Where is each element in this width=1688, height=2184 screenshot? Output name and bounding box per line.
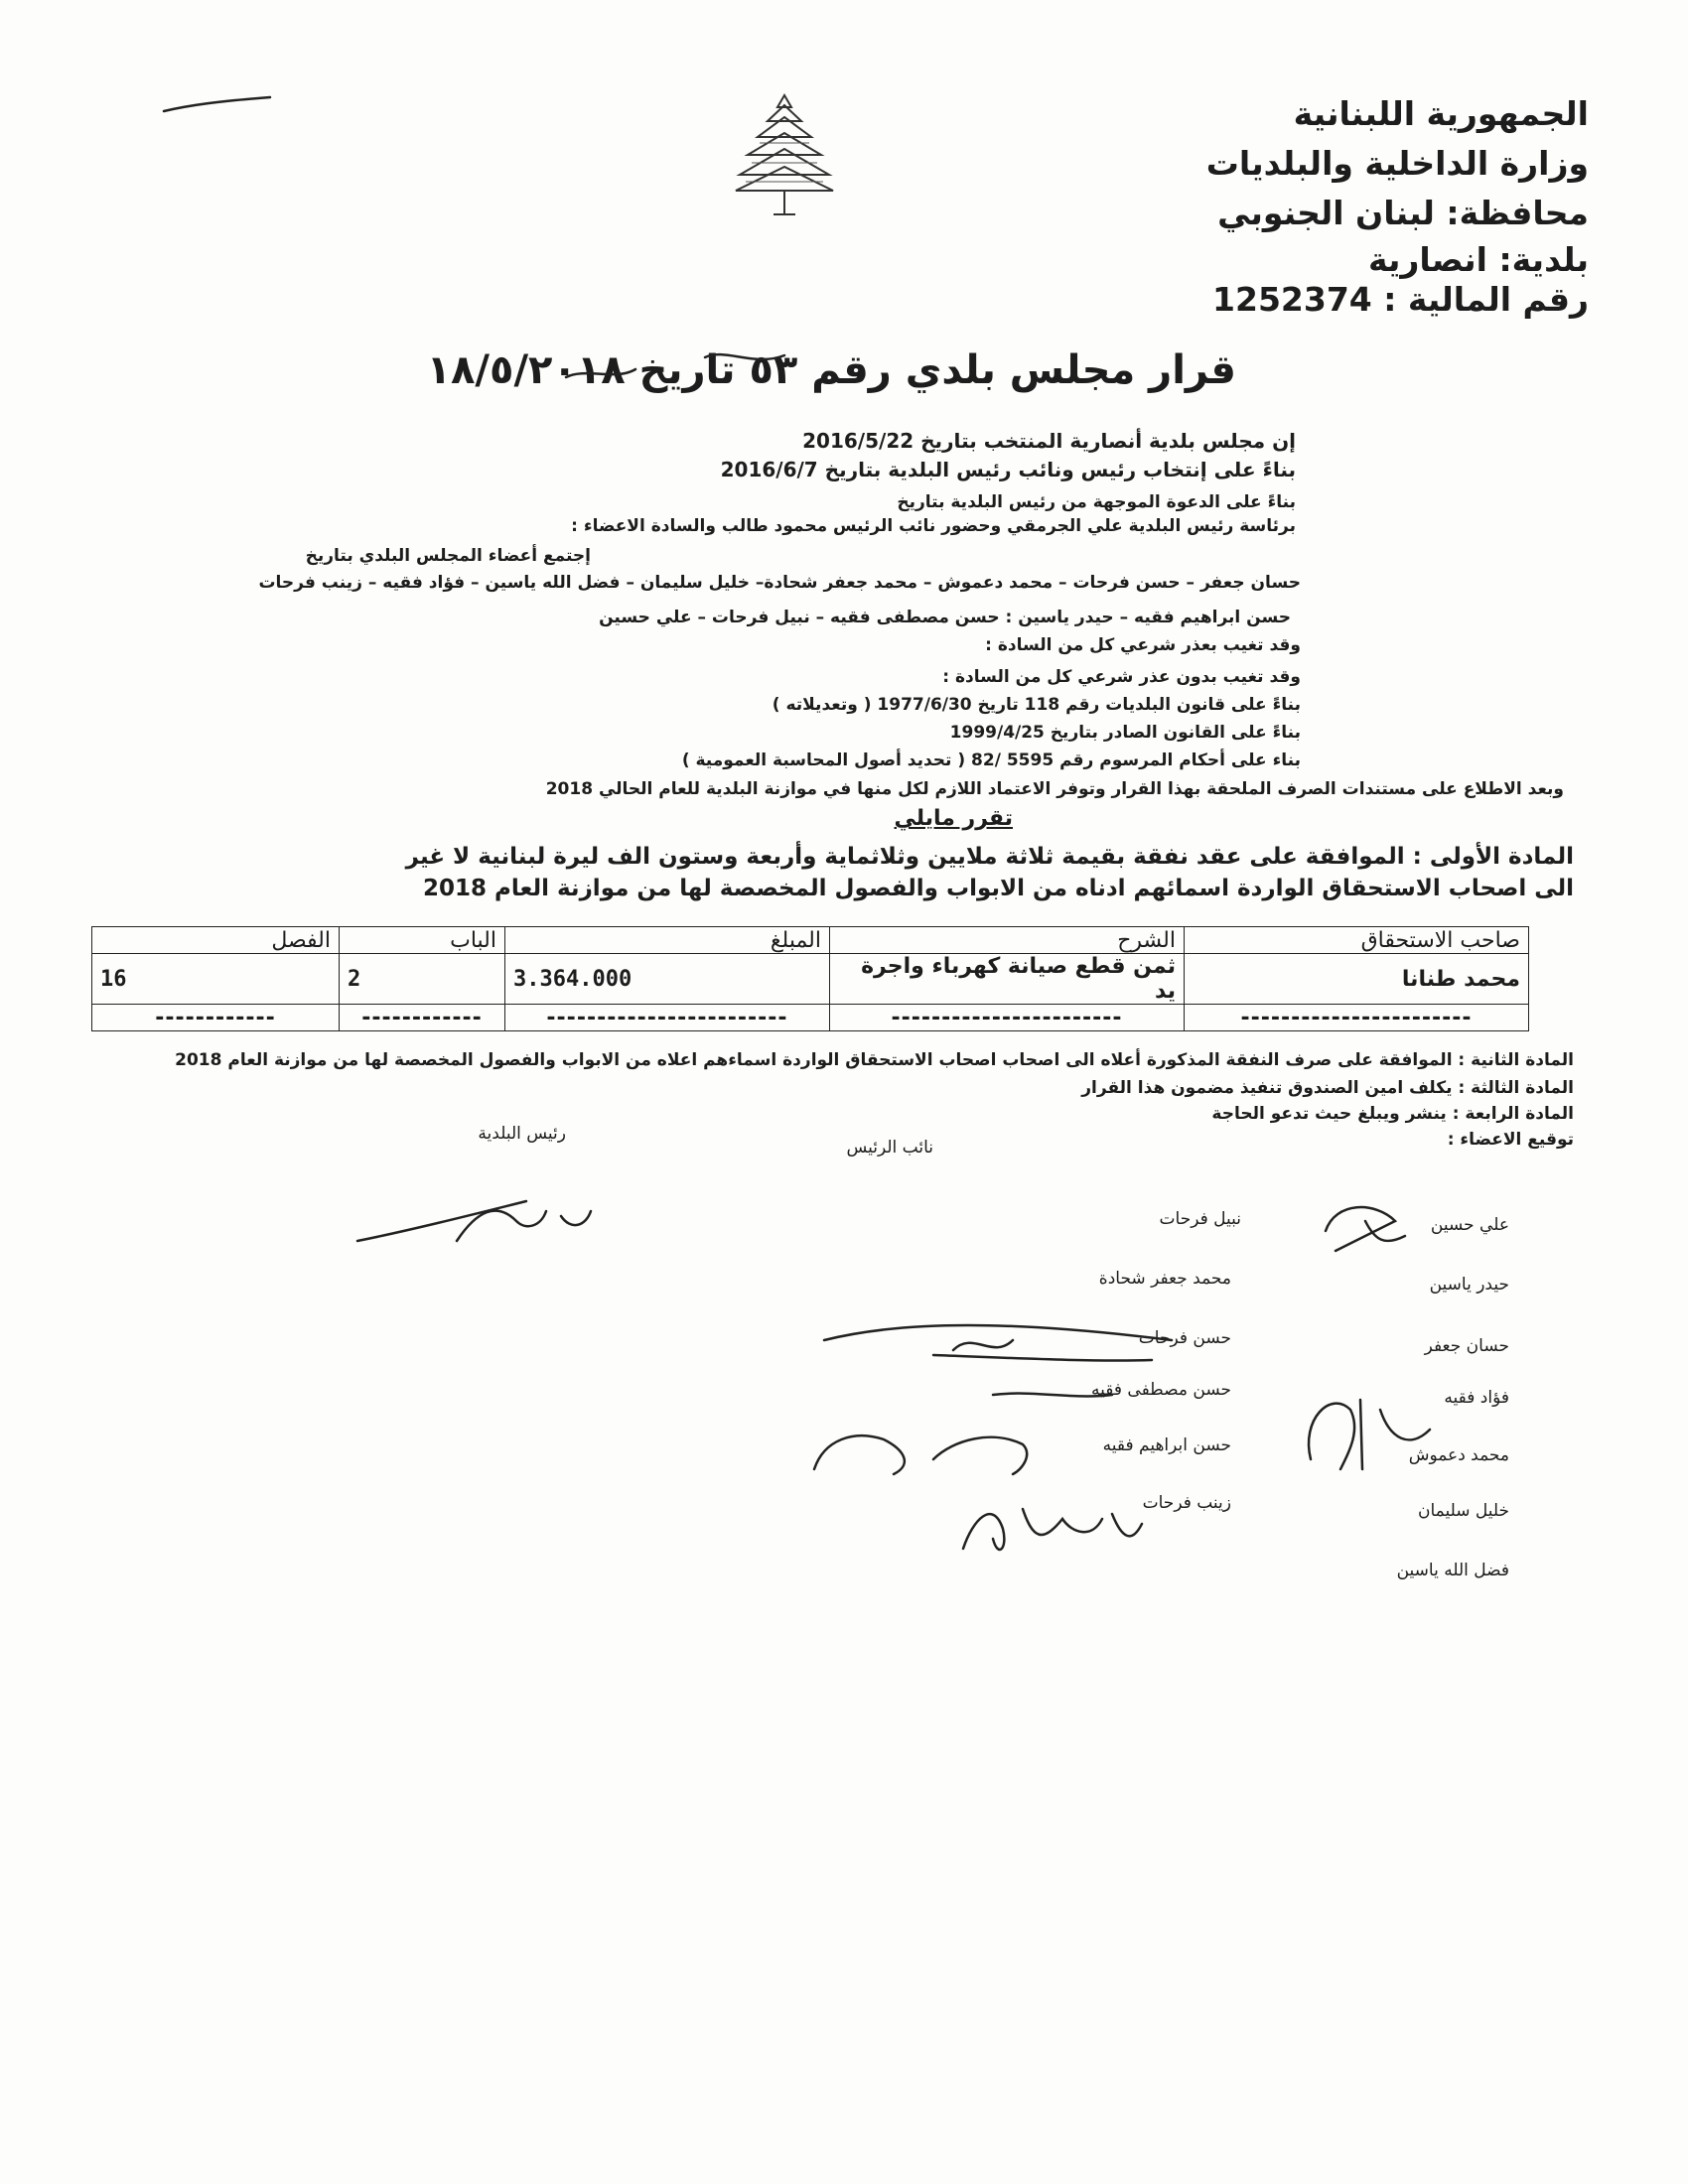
- preamble-line: وبعد الاطلاع على مستندات الصرف الملحقة بهذا القرار وتوفر الاعتماد اللازم لكل منها في موازنة البلدية للعام الحالي 2018: [545, 779, 1564, 799]
- cell-dashes: ------------: [340, 1005, 505, 1031]
- preamble-line: إن مجلس بلدية أنصارية المنتخب بتاريخ 2016/5/22: [802, 429, 1296, 453]
- header-chapter: الباب: [340, 927, 505, 954]
- table-row: [92, 1005, 1529, 1031]
- cell-dashes: -----------------------: [830, 1005, 1185, 1031]
- cell-dashes: ------------------------: [505, 1005, 830, 1031]
- member-name: حسان جعفر: [1424, 1336, 1509, 1356]
- header-finance-number: رقم المالية : 1252374: [1212, 280, 1589, 319]
- header-beneficiary: صاحب الاستحقاق: [1185, 927, 1529, 954]
- preamble-line: وقد تغيب بدون عذر شرعي كل من السادة :: [942, 667, 1301, 687]
- header-municipality: بلدية: انصارية: [1367, 240, 1589, 279]
- header-amount: المبلغ: [505, 927, 830, 954]
- signature-hassan-farhat: [814, 1300, 1192, 1410]
- member-name: علي حسين: [1430, 1215, 1509, 1235]
- preamble-line: بناءً على القانون الصادر بتاريخ 1999/4/25: [949, 723, 1301, 743]
- member-name: محمد دعموش: [1408, 1445, 1509, 1465]
- preamble-line: وقد تغيب بعذر شرعي كل من السادة :: [985, 635, 1301, 655]
- decides-heading: تقرر مايلي: [894, 806, 1013, 831]
- mayor-label: رئيس البلدية: [478, 1124, 566, 1144]
- member-name: خليل سليمان: [1417, 1501, 1509, 1521]
- header-ministry: وزارة الداخلية والبلديات: [1205, 144, 1589, 183]
- preamble-line: حسان جعفر – حسن فرحات – محمد دعموش – محمد جعفر شحادة– خليل سليمان – فضل الله ياسين – فؤاد فقيه – زينب فرحات: [258, 573, 1301, 593]
- member-name: فضل الله ياسين: [1396, 1561, 1509, 1580]
- members-signature-label: توقيع الاعضاء :: [1447, 1130, 1574, 1150]
- header-governorate: محافظة: لبنان الجنوبي: [1217, 194, 1589, 232]
- member-name: حيدر ياسين: [1429, 1275, 1509, 1295]
- mayor-signature: [348, 1171, 606, 1261]
- cedar-emblem-icon: [730, 87, 839, 221]
- signature-fouad-faqih: [1291, 1380, 1440, 1489]
- article-two: المادة الثانية : الموافقة على صرف النفقة المذكورة أعلاه الى اصحاب اصحاب الاستحقاق الواردة اسماءهم اعلاه من الابواب والفصول المخصصة لها من موازنة العام 2018: [175, 1050, 1574, 1070]
- table-header-row: [92, 927, 1529, 954]
- header-republic: الجمهورية اللبنانية: [1293, 94, 1589, 133]
- signature-zeinab-farhat: [953, 1479, 1152, 1569]
- preamble-line: بناءً على الدعوة الموجهة من رئيس البلدية بتاريخ: [897, 492, 1296, 512]
- table-row: [92, 954, 1529, 1005]
- article-one: المادة الأولى : الموافقة على عقد نفقة بقيمة ثلاثة ملايين وثلاثماية وأربعة وستون الف ليرة لبنانية لا غير: [405, 844, 1574, 870]
- article-four: المادة الرابعة : ينشر ويبلغ حيث تدعو الحاجة: [1211, 1104, 1574, 1124]
- cell-beneficiary: محمد طنانا: [1185, 954, 1529, 1005]
- member-name: حسن ابراهيم فقيه: [1102, 1435, 1231, 1455]
- decision-title: قرار مجلس بلدي رقم ٥٣ تاريخ ١٨/٥/٢٠١٨: [426, 347, 1236, 393]
- preamble-line: حسن ابراهيم فقيه – حيدر ياسين : حسن مصطفى فقيه – نبيل فرحات – علي حسين: [599, 608, 1291, 627]
- header-description: الشرح: [830, 927, 1185, 954]
- member-name: محمد جعفر شحادة: [1098, 1269, 1231, 1289]
- cell-amount: 3.364.000: [505, 954, 830, 1005]
- member-name: فؤاد فقيه: [1444, 1388, 1509, 1408]
- pen-mark: [159, 89, 278, 119]
- preamble-line: إجتمع أعضاء المجلس البلدي بتاريخ: [305, 546, 591, 566]
- cell-dashes: ------------: [92, 1005, 340, 1031]
- preamble-line: برئاسة رئيس البلدية علي الجرمقي وحضور نائب الرئيس محمود طالب والسادة الاعضاء :: [571, 516, 1296, 536]
- handwritten-date-mark: [556, 338, 814, 397]
- cell-description: ثمن قطع صيانة كهرباء واجرة يد: [830, 954, 1185, 1005]
- preamble-line: بناء على أحكام المرسوم رقم 5595 /82 ( تحديد أصول المحاسبة العمومية ): [681, 751, 1301, 770]
- member-name: حسن فرحات: [1138, 1328, 1231, 1348]
- article-three: المادة الثالثة : يكلف امين الصندوق تنفيذ مضمون هذا القرار: [1081, 1078, 1574, 1098]
- signature-ali-hussein: [1316, 1191, 1425, 1261]
- signature-hassan-ibrahim-faqih: [794, 1410, 1053, 1489]
- member-name: نبيل فرحات: [1159, 1209, 1241, 1229]
- cell-dashes: -----------------------: [1185, 1005, 1529, 1031]
- cell-chapter: 2: [340, 954, 505, 1005]
- article-one-cont: الى اصحاب الاستحقاق الواردة اسمائهم ادناه من الابواب والفصول المخصصة لها من موازنة العام 2018: [422, 876, 1574, 901]
- member-name: زينب فرحات: [1142, 1493, 1231, 1513]
- cell-section: 16: [92, 954, 340, 1005]
- preamble-line: بناءً على قانون البلديات رقم 118 تاريخ 1977/6/30 ( وتعديلاته ): [772, 695, 1301, 715]
- expense-table: [91, 926, 1529, 1031]
- member-name: حسن مصطفى فقيه: [1091, 1380, 1231, 1400]
- deputy-label: نائب الرئيس: [846, 1138, 933, 1158]
- preamble-line: بناءً على إنتخاب رئيس ونائب رئيس البلدية بتاريخ 2016/6/7: [720, 458, 1296, 481]
- header-section: الفصل: [92, 927, 340, 954]
